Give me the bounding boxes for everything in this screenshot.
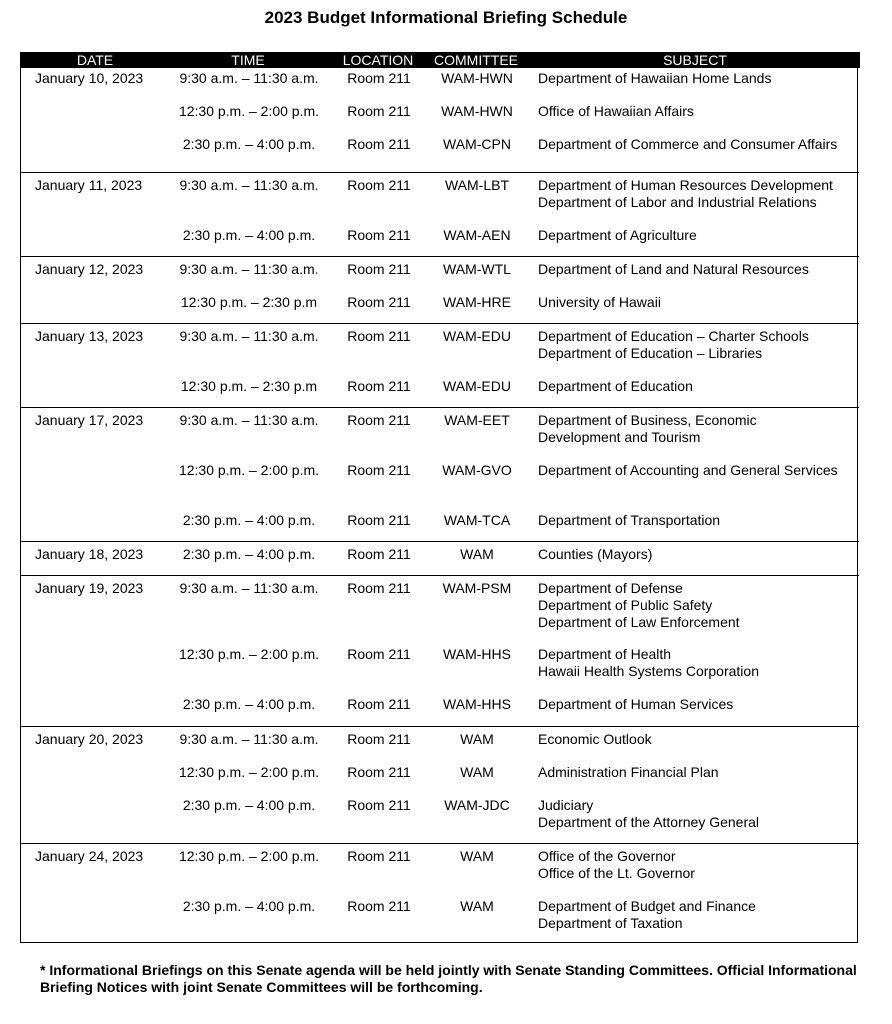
subject-cell	[538, 797, 759, 831]
location-cell: Room 211	[347, 328, 411, 344]
subject-line: Administration Financial Plan	[538, 764, 719, 780]
time-cell: 12:30 p.m. – 2:00 p.m.	[178, 764, 320, 780]
schedule-table	[20, 52, 858, 943]
time-cell: 9:30 a.m. – 11:30 a.m.	[179, 328, 319, 344]
subject-cell	[538, 103, 694, 120]
day-group	[21, 323, 859, 407]
committee-cell: WAM-AEN	[443, 227, 511, 243]
committee-cell: WAM-HRE	[443, 294, 511, 310]
subject-line: Department of Education – Libraries	[538, 345, 763, 361]
location-cell: Room 211	[347, 731, 411, 747]
time-cell: 12:30 p.m. – 2:00 p.m.	[178, 848, 320, 864]
subject-line: University of Hawaii	[538, 294, 661, 310]
time-cell: 12:30 p.m. – 2:00 p.m.	[178, 462, 320, 478]
subject-line: Department of Agriculture	[538, 227, 697, 243]
day-group	[21, 256, 859, 323]
subject-line: Department of Accounting and General Services	[538, 462, 838, 478]
location-cell: Room 211	[347, 378, 411, 394]
committee-cell: WAM-TCA	[443, 512, 511, 528]
time-cell: 2:30 p.m. – 4:00 p.m.	[182, 227, 316, 243]
committee-cell: WAM-EDU	[443, 328, 511, 344]
time-cell: 9:30 a.m. – 11:30 a.m.	[179, 70, 319, 86]
time-cell: 9:30 a.m. – 11:30 a.m.	[179, 412, 319, 428]
committee-cell: WAM-HHS	[443, 646, 511, 662]
subject-line: Office of the Lt. Governor	[538, 865, 695, 881]
subject-line: Development and Tourism	[538, 429, 701, 445]
time-cell: 12:30 p.m. – 2:30 p.m	[180, 378, 318, 394]
location-cell: Room 211	[347, 797, 411, 813]
subject-cell	[538, 412, 757, 446]
date-cell: January 13, 2023	[35, 328, 144, 344]
subject-cell	[538, 696, 733, 713]
time-cell: 2:30 p.m. – 4:00 p.m.	[182, 512, 316, 528]
subject-cell	[538, 294, 661, 311]
header-time: TIME	[231, 52, 265, 68]
day-group	[21, 407, 859, 541]
time-cell: 12:30 p.m. – 2:30 p.m	[180, 294, 318, 310]
day-group	[21, 575, 859, 726]
subject-line: Department of Education	[538, 378, 693, 394]
subject-cell	[538, 546, 652, 563]
time-cell: 9:30 a.m. – 11:30 a.m.	[179, 261, 319, 277]
location-cell: Room 211	[347, 646, 411, 662]
time-cell: 9:30 a.m. – 11:30 a.m.	[179, 731, 319, 747]
subject-line: Hawaii Health Systems Corporation	[538, 663, 759, 679]
committee-cell: WAM-EDU	[443, 378, 511, 394]
location-cell: Room 211	[347, 898, 411, 914]
subject-cell	[538, 580, 740, 631]
header-subject: SUBJECT	[663, 52, 727, 68]
time-cell: 2:30 p.m. – 4:00 p.m.	[182, 136, 316, 152]
subject-line: Economic Outlook	[538, 731, 652, 747]
subject-line: Department of Land and Natural Resources	[538, 261, 809, 277]
subject-line: Department of the Attorney General	[538, 814, 760, 830]
time-cell: 2:30 p.m. – 4:00 p.m.	[182, 797, 316, 813]
committee-cell: WAM-EET	[444, 412, 510, 428]
location-cell: Room 211	[347, 177, 411, 193]
subject-line: Department of Defense	[538, 580, 683, 596]
subject-line: Department of Hawaiian Home Lands	[538, 70, 772, 86]
committee-cell: WAM-CPN	[443, 136, 511, 152]
time-cell: 9:30 a.m. – 11:30 a.m.	[179, 580, 319, 596]
subject-cell	[538, 378, 693, 395]
committee-cell: WAM	[460, 898, 494, 914]
footnote: * Informational Briefings on this Senate agenda will be held jointly with Senate Standing Committees. Official Informational Briefing Notices with joint Senate Committees will be forthcoming.	[40, 962, 857, 995]
date-cell: January 20, 2023	[35, 731, 144, 747]
time-cell: 12:30 p.m. – 2:00 p.m.	[178, 646, 320, 662]
committee-cell: WAM-HWN	[441, 103, 513, 119]
subject-line: Department of Health	[538, 646, 672, 662]
location-cell: Room 211	[347, 580, 411, 596]
subject-cell	[538, 462, 838, 479]
date-cell: January 12, 2023	[35, 261, 144, 277]
time-cell: 9:30 a.m. – 11:30 a.m.	[179, 177, 319, 193]
date-cell: January 24, 2023	[35, 848, 144, 864]
subject-line: Department of Law Enforcement	[538, 614, 740, 630]
subject-cell	[538, 328, 809, 362]
subject-line: Department of Human Services	[538, 696, 734, 712]
committee-cell: WAM	[460, 546, 494, 562]
date-cell: January 11, 2023	[35, 177, 143, 193]
page-title: 2023 Budget Informational Briefing Schedule	[264, 8, 628, 27]
committee-cell: WAM	[460, 764, 494, 780]
subject-cell	[538, 136, 837, 153]
committee-cell: WAM-LBT	[444, 177, 510, 193]
date-cell: January 18, 2023	[35, 546, 144, 562]
subject-cell	[538, 898, 756, 932]
subject-line: Department of Transportation	[538, 512, 721, 528]
subject-cell	[538, 227, 697, 244]
location-cell: Room 211	[347, 261, 411, 277]
subject-line: Department of Labor and Industrial Relations	[538, 194, 817, 210]
date-cell: January 10, 2023	[35, 70, 144, 86]
subject-cell	[538, 70, 771, 87]
header-location: LOCATION	[342, 52, 414, 68]
location-cell: Room 211	[347, 512, 411, 528]
committee-cell: WAM-WTL	[443, 261, 511, 277]
subject-cell	[538, 731, 652, 748]
time-cell: 2:30 p.m. – 4:00 p.m.	[182, 696, 316, 712]
subject-line: Department of Business, Economic	[538, 412, 757, 428]
day-group	[21, 70, 859, 172]
subject-line: Office of the Governor	[538, 848, 676, 864]
subject-line: Department of Taxation	[538, 915, 683, 931]
header-committee: COMMITTEE	[434, 52, 518, 68]
subject-cell	[538, 177, 833, 211]
subject-cell	[538, 848, 695, 882]
committee-cell: WAM	[460, 848, 494, 864]
subject-line: Department of Public Safety	[538, 597, 713, 613]
location-cell: Room 211	[347, 103, 411, 119]
location-cell: Room 211	[347, 764, 411, 780]
location-cell: Room 211	[347, 412, 411, 428]
subject-line: Counties (Mayors)	[538, 546, 653, 562]
subject-cell	[538, 764, 719, 781]
location-cell: Room 211	[347, 462, 411, 478]
location-cell: Room 211	[347, 696, 411, 712]
committee-cell: WAM-JDC	[444, 797, 510, 813]
subject-line: Department of Education – Charter Schools	[538, 328, 809, 344]
day-group	[21, 541, 859, 575]
subject-cell	[538, 646, 759, 680]
committee-cell: WAM	[460, 731, 494, 747]
subject-line: Judiciary	[538, 797, 594, 813]
location-cell: Room 211	[347, 848, 411, 864]
time-cell: 12:30 p.m. – 2:00 p.m.	[178, 103, 320, 119]
subject-line: Office of Hawaiian Affairs	[538, 103, 694, 119]
subject-line: Department of Human Resources Development	[538, 177, 833, 193]
date-cell: January 17, 2023	[35, 412, 144, 428]
committee-cell: WAM-PSM	[442, 580, 512, 596]
day-group	[21, 843, 859, 943]
subject-line: Department of Budget and Finance	[538, 898, 756, 914]
day-group	[21, 172, 859, 256]
table-header-row	[20, 52, 860, 68]
subject-cell	[538, 261, 809, 278]
location-cell: Room 211	[347, 546, 411, 562]
committee-cell: WAM-GVO	[442, 462, 512, 478]
committee-cell: WAM-HHS	[443, 696, 511, 712]
time-cell: 2:30 p.m. – 4:00 p.m.	[182, 898, 316, 914]
time-cell: 2:30 p.m. – 4:00 p.m.	[182, 546, 316, 562]
committee-cell: WAM-HWN	[441, 70, 513, 86]
date-cell: January 19, 2023	[35, 580, 144, 596]
location-cell: Room 211	[347, 294, 411, 310]
location-cell: Room 211	[347, 70, 411, 86]
subject-cell	[538, 512, 720, 529]
location-cell: Room 211	[347, 227, 411, 243]
subject-line: Department of Commerce and Consumer Affairs	[538, 136, 838, 152]
header-date: DATE	[76, 52, 114, 68]
location-cell: Room 211	[347, 136, 411, 152]
day-group	[21, 726, 859, 843]
